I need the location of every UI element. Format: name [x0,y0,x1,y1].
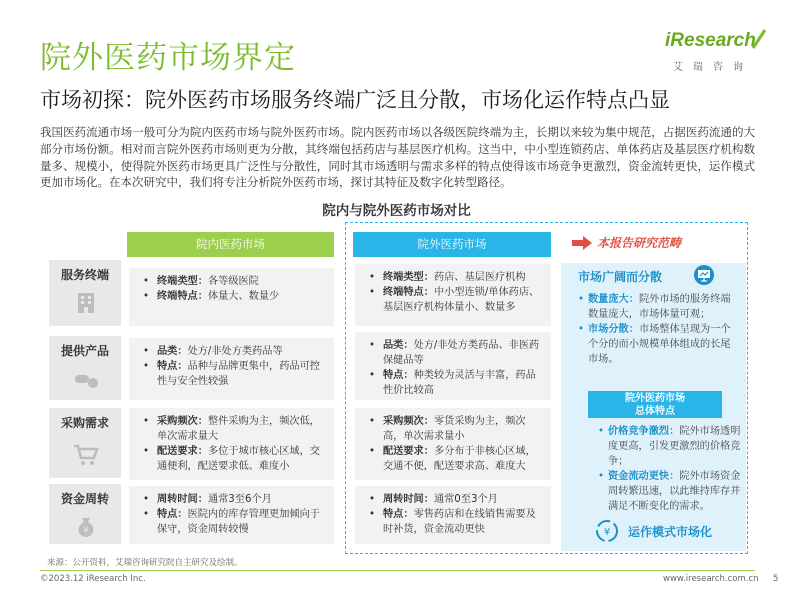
list-item: • 市场分散：市场整体呈现为一个个分的而小规模单体组成的长尾市场。 [578,322,738,367]
list-item: • 特点：零售药店和在线销售需要及时补货，资金流动更快 [369,507,543,537]
cell-out-procurement [355,408,551,480]
scope-arrow-icon [571,235,593,251]
list-item: • 采购频次：整件采购为主，频次低，单次需求量大 [143,414,326,444]
panel-market-title: 市场广阔而分散 [578,270,663,284]
website-link[interactable]: www.iresearch.com.cn [663,574,759,584]
list-item: • 品类：处方/非处方类药品等 [143,344,326,359]
list-item: • 特点：种类较为灵活与丰富，药品性价比较高 [369,368,543,398]
copyright: ©2023.12 iResearch Inc. [40,574,146,584]
svg-text:¥: ¥ [603,527,611,538]
pill-icon [73,368,99,390]
cycle-money-icon [595,519,619,543]
page-number: 5 [773,574,779,584]
feature-head-line1: 院外医药市场 [625,393,685,404]
feature-head [588,391,722,418]
list-item: • 终端特点：体量大、数量少 [143,289,326,304]
list-item: • 采购频次：零货采购为主，频次高，单次需求量小 [369,414,543,444]
list-item: • 特点：品种与品牌更集中，药品可控性与安全性较强 [143,359,326,389]
cell-in-service-terminal [129,268,334,326]
scope-label: 本报告研究范畴 [597,236,682,250]
logo-swoosh-icon [751,28,767,50]
comparison-title: 院内与院外医药市场对比 [322,203,471,219]
list-item: • 配送要求：多位于城市核心区域，交通便利，配送要求低、难度小 [143,444,326,474]
list-item: • 配送要求：多分布于非核心区域，交通不便，配送要求高、难度大 [369,444,543,474]
list-item: • 价格竞争激烈：院外市场透明度更高，引发更激烈的价格竞争； [598,424,742,469]
row-label-text: 服务终端 [60,268,109,282]
column-header-out-hospital: 院外医药市场 [353,232,551,257]
cell-in-products [129,338,334,400]
row-label-text: 采购需求 [60,416,109,430]
intro-paragraph: 我国医药流通市场一般可分为院内医药市场与院外医药市场。院内医药市场以各级医院终端为主，长期以来较为集中规范，占据医药流通的大部分市场份额。相对而言院外医药市场则更为分散，其终端包括药店与基层医疗机构。这当中，中小型连锁药店、单体药店及基层医疗机构数量多、规模小，使得院外医药市场更具广泛性与分散性，同时其市场透明与需求多样的特点使得该市场竞争更激烈，资金流转更快，运作模式更加市场化。在本次研究中，我们将专注分析院外医药市场，探讨其特征及数字化转型路径。 [40,125,755,190]
column-header-in-hospital: 院内医药市场 [127,232,334,257]
source-note: 来源：公开资料，艾瑞咨询研究院自主研究及绘制。 [47,558,243,568]
row-label-products [49,336,121,400]
list-item: • 品类：处方/非处方类药品、非医药保健品等 [369,338,543,368]
cell-out-service-terminal [355,264,551,326]
list-item: • 周转时间：通常3至6个月 [143,492,326,507]
panel-market-points [578,292,738,367]
list-item: • 终端类型：各等级医院 [143,274,326,289]
building-icon [73,292,99,314]
list-item: • 资金流动更快：院外市场资金周转繁迅速，以此维持库存并满足不断变化的需求。 [598,469,742,514]
page-title: 院外医药市场界定 [40,40,296,76]
row-label-capital [49,484,121,544]
cart-icon [73,444,99,466]
iresearch-logo [665,30,765,78]
list-item: • 特点：医院内的库存管理更加倾向于保守，资金周转较慢 [143,507,326,537]
logo-wordmark: iResearch [665,30,756,51]
feature-footer-label: 运作模式市场化 [628,525,713,539]
row-label-text: 提供产品 [60,344,109,358]
cell-in-capital [129,486,334,544]
logo-subtext: 艾瑞咨询 [673,62,753,73]
page-subtitle: 市场初探：院外医药市场服务终端广泛且分散，市场化运作特点凸显 [40,88,670,112]
svg-text:¥: ¥ [83,526,89,536]
row-label-procurement [49,408,121,478]
footer-divider [40,570,755,571]
panel-feature-points [598,424,742,514]
money-bag-icon [73,516,99,538]
list-item: • 周转时间：通常0至3个月 [369,492,543,507]
cell-out-capital [355,486,551,544]
list-item: • 终端特点：中小型连锁/单体药店、基层医疗机构体量小、数量多 [369,285,543,315]
cell-out-products [355,332,551,400]
list-item: • 终端类型：药店、基层医疗机构 [369,270,543,285]
list-item: • 数量庞大：院外市场的服务终端数量庞大，市场体量可观； [578,292,738,322]
row-label-text: 资金周转 [60,492,109,506]
cell-in-procurement [129,408,334,480]
chart-board-icon [693,264,715,286]
feature-head-line2: 总体特点 [635,406,675,417]
row-label-service-terminal [49,260,121,326]
